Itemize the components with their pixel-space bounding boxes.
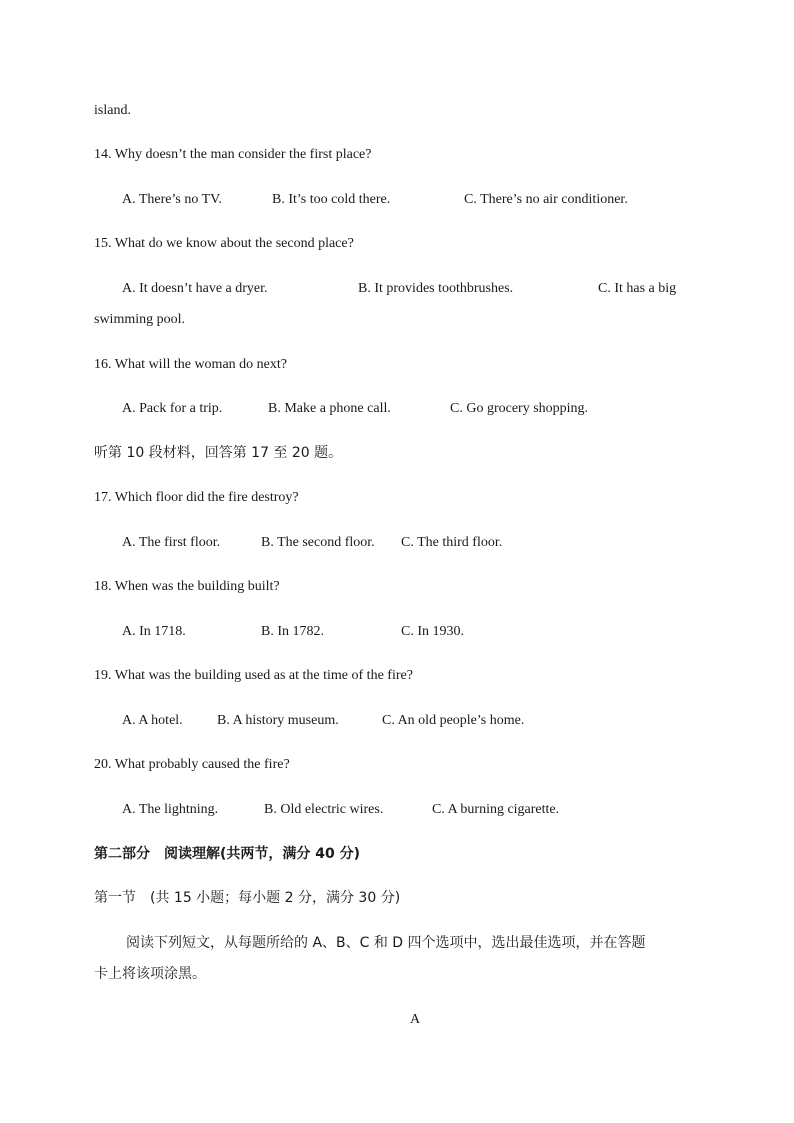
option-20b: B. Old electric wires. (264, 802, 384, 817)
reading-instruction-line-1: 阅读下列短文，从每题所给的 A、B、C 和 D 四个选项中，选出最佳选项，并在答题 (126, 935, 646, 951)
listening-instruction: 听第 10 段材料，回答第 17 至 20 题。 (94, 445, 343, 461)
option-16c: C. Go grocery shopping. (450, 401, 589, 416)
option-15c: C. It has a big (598, 281, 677, 296)
option-15c-continued: swimming pool. (94, 312, 186, 327)
option-19a: A. A hotel. (122, 713, 183, 728)
reading-instruction-line-2: 卡上将该项涂黑。 (94, 966, 206, 982)
option-15b: B. It provides toothbrushes. (358, 281, 514, 296)
option-16a: A. Pack for a trip. (122, 401, 223, 416)
question-15: 15. What do we know about the second place? (94, 236, 354, 251)
option-17c: C. The third floor. (401, 535, 503, 550)
option-14c: C. There’s no air conditioner. (464, 192, 628, 207)
question-14: 14. Why doesn’t the man consider the first place? (94, 147, 372, 162)
section-heading-part-2: 第二部分 阅读理解(共两节，满分 40 分) (94, 846, 361, 862)
option-20a: A. The lightning. (122, 802, 219, 817)
option-17a: A. The first floor. (122, 535, 221, 550)
option-17b: B. The second floor. (261, 535, 375, 550)
question-20: 20. What probably caused the fire? (94, 757, 290, 772)
option-20c: C. A burning cigarette. (432, 802, 560, 817)
option-16b: B. Make a phone call. (268, 401, 391, 416)
question-17: 17. Which floor did the fire destroy? (94, 490, 299, 505)
question-16: 16. What will the woman do next? (94, 357, 287, 372)
option-18b: B. In 1782. (261, 624, 324, 639)
option-18c: C. In 1930. (401, 624, 464, 639)
option-15a: A. It doesn’t have a dryer. (122, 281, 268, 296)
option-14a: A. There’s no TV. (122, 192, 222, 207)
question-19: 19. What was the building used as at the time of the fire? (94, 668, 413, 683)
subsection-heading: 第一节 (共 15 小题；每小题 2 分，满分 30 分) (94, 890, 401, 906)
option-19c: C. An old people’s home. (382, 713, 525, 728)
continued-text: island. (94, 103, 131, 118)
passage-label: A (409, 1012, 421, 1027)
option-19b: B. A history museum. (217, 713, 339, 728)
question-18: 18. When was the building built? (94, 579, 280, 594)
option-14b: B. It’s too cold there. (272, 192, 391, 207)
option-18a: A. In 1718. (122, 624, 186, 639)
